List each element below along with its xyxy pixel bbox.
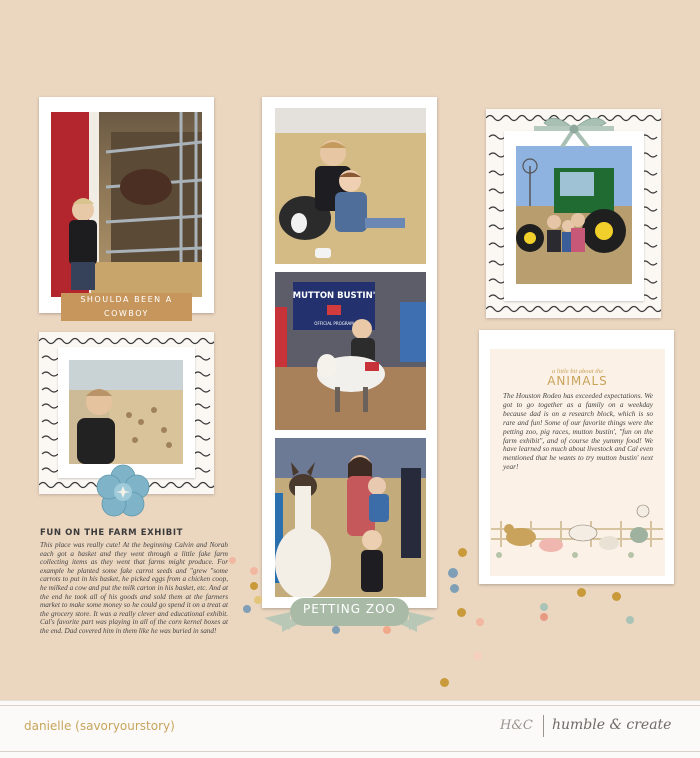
mutton-scene: [275, 272, 426, 430]
confetti-dot: [577, 588, 586, 597]
confetti-dot: [332, 626, 340, 634]
goat-scene: [275, 108, 426, 264]
corn-kernel-photo[interactable]: [69, 360, 183, 464]
flower-embellishment: [94, 463, 152, 521]
confetti-dot: [476, 618, 484, 626]
brand-mark: H&C: [500, 718, 533, 733]
story-body: This place was really cute! At the beginning Calvin and Norah each got a basket and they went through a little fake farm collecting items as they went that farms might produce. For example he planted some fake carrot seeds and "grew "some carrots to put in his basket, he picked eggs from a chicken coop, he milked a cow and put the milk carton in his basket, etc. And at the end he took all of his goods and sold them at the farmers market to make some money so he could go spend it on a treat at the grocery store. It was a really clever and educational exhibit. Cal's favorite part was playing in all of the corn kernel boxes at the end. Dad covered him in them like he was buried in sand!: [40, 541, 228, 635]
footer-rule-top: [0, 705, 700, 706]
petting-zoo-card: [262, 97, 437, 608]
llama-photo[interactable]: [275, 438, 426, 597]
corn-scene: [69, 360, 183, 464]
tractor-photo[interactable]: [516, 146, 632, 284]
ribbon-bow: [534, 109, 614, 147]
confetti-dot: [440, 678, 449, 687]
confetti-dot: [457, 608, 466, 617]
confetti-dot: [243, 605, 251, 613]
confetti-dot: [383, 626, 391, 634]
animals-title: ANIMALS: [547, 374, 608, 388]
tractor-scene: [516, 146, 632, 284]
tractor-photo-frame: [504, 131, 644, 301]
corn-photo-frame: [58, 347, 195, 478]
mutton-sign-sub: OFFICIAL PROGRAM: [314, 321, 354, 326]
brand-divider: [543, 715, 544, 737]
banner-label: PETTING ZOO: [302, 602, 396, 616]
confetti-dot: [250, 567, 258, 575]
animals-body: The Houston Rodeo has exceeded expectations. We got to go together as a family on a weekday because dad is on a research block, which is so rare and fun! Some of our favorite things were the petting zoo, pig races, mutton bustin', "fun on the farm exhibit", and of course the yummy food! We have learned so much about livestock and Cal even mentioned that he wants to try mutton bustin' next year!: [503, 391, 653, 472]
confetti-dot: [254, 596, 262, 604]
tractor-photo-card: [486, 109, 661, 318]
confetti-dot: [626, 616, 634, 624]
confetti-dot: [448, 568, 458, 578]
confetti-dot: [612, 592, 621, 601]
footer-bar: [0, 700, 700, 758]
footer-rule-bottom: [0, 751, 700, 752]
mutton-sign-text: MUTTON BUSTIN': [292, 291, 376, 301]
confetti-dot: [540, 613, 548, 621]
farm-animals-illustration: [491, 495, 663, 561]
cowboy-photo[interactable]: [51, 112, 202, 297]
confetti-dot: [474, 652, 482, 660]
brand-name: humble & create: [552, 717, 672, 733]
confetti-dot: [458, 548, 467, 557]
cowboy-scene: [51, 112, 202, 297]
mutton-bustin-photo[interactable]: [275, 272, 426, 430]
kids-with-goat-photo[interactable]: [275, 108, 426, 264]
petting-zoo-banner: [262, 590, 437, 636]
llama-scene: [275, 438, 426, 597]
confetti-dot: [250, 582, 258, 590]
wave-border-top: [39, 336, 214, 346]
cowboy-caption-tag: SHOULDA BEEN A COWBOY: [61, 293, 192, 321]
author-credit: danielle (savoryourstory): [24, 719, 175, 733]
cowboy-photo-card: [39, 97, 214, 318]
confetti-dot: [540, 603, 548, 611]
confetti-dot: [229, 557, 236, 564]
confetti-dot: [450, 584, 459, 593]
wave-border-bottom-2: [486, 304, 661, 314]
story-title: FUN ON THE FARM EXHIBIT: [40, 528, 184, 538]
animals-small-heading: a little bit about the: [551, 368, 604, 375]
